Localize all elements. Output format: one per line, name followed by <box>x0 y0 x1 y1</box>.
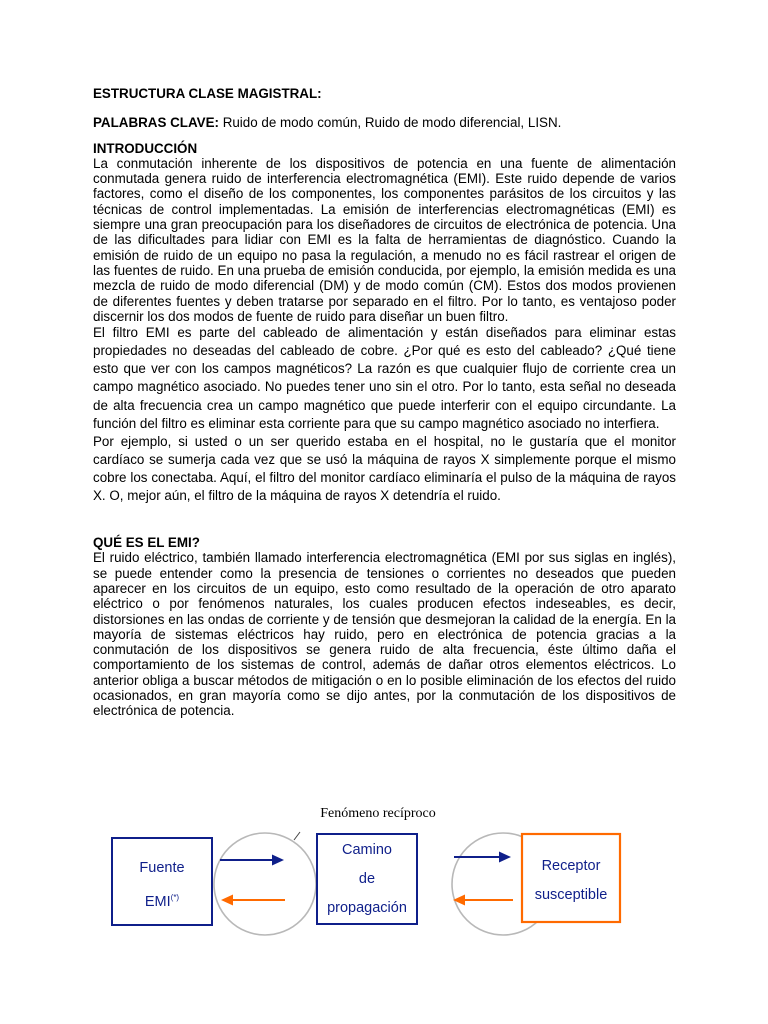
reciprocal-label: Fenómeno recíproco <box>320 806 436 821</box>
intro-heading: INTRODUCCIÓN <box>93 140 198 156</box>
path-label <box>317 836 417 923</box>
keywords-line <box>93 115 676 130</box>
intro-paragraph-1: La conmutación inherente de los dispositivos de potencia en una fuente de alimentación conmutada genera ruido de interferencia electromagnética (EMI). Este ruido depende de varios factores, como el diseño de los componentes, los componentes parásitos de los circuitos y las técnicas de control implementadas. La emisión de interferencias electromagnéticas (EMI) es siempre una gran preocupación para los diseñadores de circuitos de electrónica de potencia. Una de las dificultades para lidiar con EMI es la falta de herramientas de diagnóstico. Cuando la emisión de ruido de un equipo no pasa la regulación, a menudo no es fácil rastrear el origen de las fuentes de ruido. En una prueba de emisión conducida, por ejemplo, la emisión medida es una mezcla de ruido de modo diferencial (DM) y de modo común (CM). Estos dos modos provienen de diferentes fuentes y deben tratarse por separado en el filtro. Por lo tanto, es ventajoso poder discernir los dos modos de fuente de ruido para diseñar un buen filtro. <box>93 155 676 324</box>
receptor-label-line2: susceptible <box>534 887 608 903</box>
reciprocal-leader-line <box>294 832 300 840</box>
emi-heading: QUÉ ES EL EMI? <box>93 535 200 551</box>
source-label-line2: EMI(*) <box>144 893 180 910</box>
arrowhead-left-left-pair <box>221 895 233 906</box>
path-label-line2: de <box>358 871 376 887</box>
intro-paragraph-2: El filtro EMI es parte del cableado de alimentación y están diseñados para eliminar estas propiedades no deseadas del cableado de cobre. ¿Por qué es esto del cableado? ¿Qué tiene esto que ver con los campos magnéticos? La razón es que cualquier flujo de corriente crea un campo magnético asociado. No puedes tener uno sin el otro. Por lo tanto, esta señal no deseada de alta frecuencia crea un campo magnético que puede interferir con el equipo circundante. La función del filtro es eliminar esta corriente para que su campo magnético asociado no interfiera. <box>93 325 676 431</box>
source-label <box>112 854 212 917</box>
document-title: ESTRUCTURA CLASE MAGISTRAL: <box>93 86 322 101</box>
emi-diagram <box>108 806 668 941</box>
source-footnote-mark: (*) <box>170 893 180 902</box>
receptor-label <box>522 852 620 910</box>
path-label-line1: Camino <box>342 842 392 858</box>
receptor-label-line1: Receptor <box>541 858 601 874</box>
emi-paragraph-1: El ruido eléctrico, también llamado interferencia electromagnética (EMI por sus siglas en inglés), se puede entender como la presencia de tensiones o corrientes no deseados que pueden aparecer en los circuitos de un equipo, esto como resultado de la operación de otro aparato eléctrico o por fenómenos naturales, los cuales producen efectos indeseables, es decir, distorsiones en las ondas de corriente y de tensión que desmejoran la calidad de la energía. En la mayoría de sistemas eléctricos hay ruido, pero en electrónica de potencia gracias a la conmutación de los dispositivos se genera ruido de alta frecuencia, éste último daña el comportamiento de los sistemas de control, además de dañar otros elementos eléctricos. Lo anterior obliga a buscar métodos de mitigación o en lo posible eliminación de los efectos del ruido ocasionados, en gran mayoría como se dijo antes, por la conmutación de los dispositivos de electrónica de potencia. <box>93 550 676 719</box>
keywords-label: PALABRAS CLAVE: <box>93 115 219 131</box>
path-label-line3: propagación <box>327 900 407 916</box>
arrowhead-right-right-pair <box>499 852 511 863</box>
reciprocal-circle-left <box>214 833 316 935</box>
arrowhead-right-left-pair <box>272 855 284 866</box>
document-body <box>93 86 676 719</box>
intro-paragraph-3: Por ejemplo, si usted o un ser querido estaba en el hospital, no le gustaría que el monitor cardíaco se sumerja cada vez que se usó la máquina de rayos X simplemente porque el mismo cobre los conectaba. Aquí, el filtro del monitor cardíaco eliminaría el pulso de la máquina de rayos X. O, mejor aún, el filtro de la máquina de rayos X detendría el ruido. <box>93 433 676 503</box>
source-label-line1: Fuente <box>139 860 185 876</box>
keywords-text: Ruido de modo común, Ruido de modo diferencial, LISN. <box>218 115 562 131</box>
arrowhead-left-right-pair <box>453 895 465 906</box>
